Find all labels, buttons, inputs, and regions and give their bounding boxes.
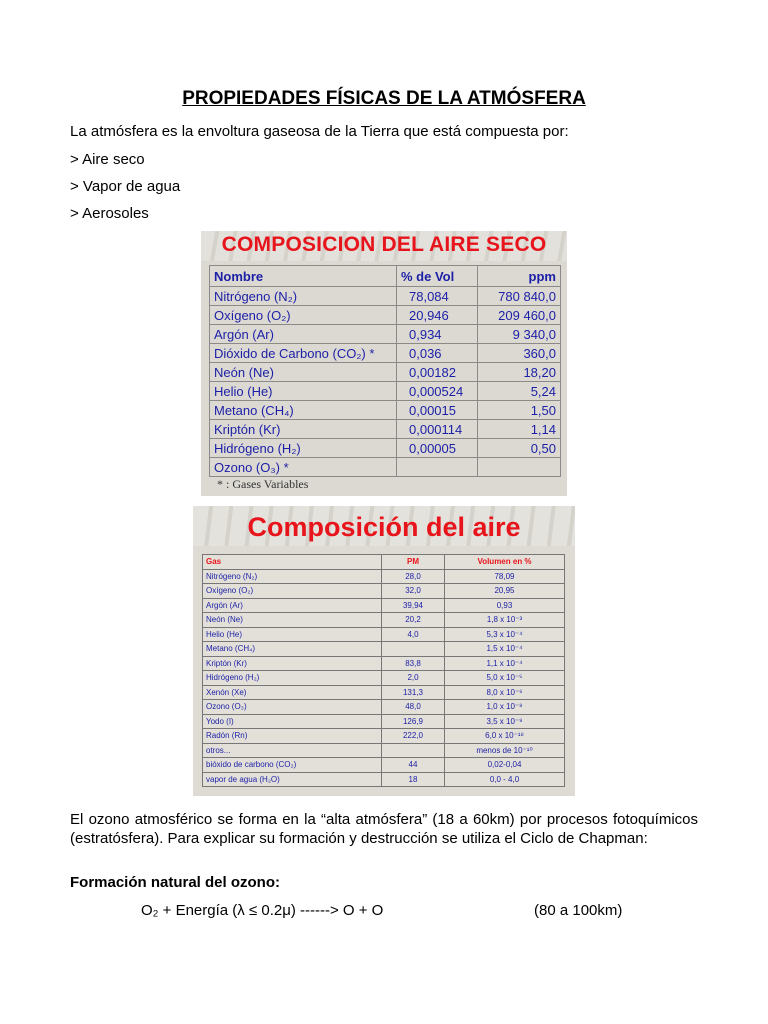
cell: 3,5 x 10⁻⁹ [445,714,565,729]
cell: Hidrógeno (H₂) [203,671,382,686]
table-header-row [203,555,565,570]
cell: 39,94 [382,598,445,613]
cell: Radón (Rn) [203,729,382,744]
cell: bióxido de carbono (CO₂) [203,758,382,773]
table-row [203,700,565,715]
cell: 1,8 x 10⁻³ [445,613,565,628]
table-row [210,344,561,363]
table-row [210,363,561,382]
cell: Xenón (Xe) [203,685,382,700]
table-row [203,569,565,584]
cell: Argón (Ar) [203,598,382,613]
cell: Neón (Ne) [210,363,397,382]
dry-air-composition-image [201,231,567,496]
cell: Argón (Ar) [210,325,397,344]
cell: 83,8 [382,656,445,671]
ozone-formation-reaction: O₂ + Energía (λ ≤ 0.2μ) ------> O + O [141,902,384,919]
cell: 5,3 x 10⁻⁴ [445,627,565,642]
cell: 32,0 [382,584,445,599]
air-composition-image [193,506,575,796]
cell: 20,95 [445,584,565,599]
cell: 1,14 [478,420,561,439]
cell: 0,000524 [397,382,478,401]
cell: 0,00005 [397,439,478,458]
table-row [210,458,561,477]
cell: 4,0 [382,627,445,642]
cell: 2,0 [382,671,445,686]
cell: Ozono (O₃) [203,700,382,715]
cell: 1,50 [478,401,561,420]
component-item: > Vapor de agua [70,178,181,195]
cell: 780 840,0 [478,287,561,306]
component-item: > Aerosoles [70,205,149,222]
table-row [203,772,565,787]
table-row [203,656,565,671]
cell: 78,09 [445,569,565,584]
dry-air-table [209,265,561,477]
cell: 5,24 [478,382,561,401]
intro-text: La atmósfera es la envoltura gaseosa de la Tierra que está compuesta por: [70,123,569,140]
cell: Dióxido de Carbono (CO₂) * [210,344,397,363]
table-row [210,420,561,439]
cell: Ozono (O₃) * [210,458,397,477]
cell: 360,0 [478,344,561,363]
cell: Nitrógeno (N₂) [210,287,397,306]
cell: 1,0 x 10⁻⁸ [445,700,565,715]
table-row [203,627,565,642]
cell: 209 460,0 [478,306,561,325]
cell: 222,0 [382,729,445,744]
header-cell: % de Vol [397,266,478,287]
cell: Kriptón (Kr) [210,420,397,439]
cell [382,743,445,758]
header-cell: ppm [478,266,561,287]
cell: Nitrógeno (N₂) [203,569,382,584]
header-cell: Gas [203,555,382,570]
cell: vapor de agua (H₂O) [203,772,382,787]
cell: Helio (He) [203,627,382,642]
cell: menos de 10⁻¹⁰ [445,743,565,758]
air-composition-table [202,554,565,787]
header-cell: PM [382,555,445,570]
cell: 0,036 [397,344,478,363]
cell: 1,1 x 10⁻⁴ [445,656,565,671]
table-row [210,401,561,420]
cell [478,458,561,477]
cell: 8,0 x 10⁻⁶ [445,685,565,700]
cell: Helio (He) [210,382,397,401]
reaction-altitude: (80 a 100km) [534,902,623,919]
table-row [203,685,565,700]
cell: 48,0 [382,700,445,715]
cell: Kriptón (Kr) [203,656,382,671]
cell: Metano (CH₄) [203,642,382,657]
table-row [210,306,561,325]
cell: 0,93 [445,598,565,613]
table2-heading: Composición del aire [247,512,521,542]
cell: 5,0 x 10⁻⁵ [445,671,565,686]
page-title: PROPIEDADES FÍSICAS DE LA ATMÓSFERA [182,88,586,109]
cell [397,458,478,477]
cell: Hidrógeno (H₂) [210,439,397,458]
table-row [210,325,561,344]
table-row [203,729,565,744]
cell: 9 340,0 [478,325,561,344]
table-row [203,613,565,628]
cell: 131,3 [382,685,445,700]
cell: 0,02-0,04 [445,758,565,773]
table-row [210,382,561,401]
table-row [203,758,565,773]
cell: 0,50 [478,439,561,458]
cell: Neón (Ne) [203,613,382,628]
cell: 78,084 [397,287,478,306]
cell: Oxígeno (O₂) [203,584,382,599]
table-row [203,598,565,613]
cell: 0,000114 [397,420,478,439]
cell: Metano (CH₄) [210,401,397,420]
cell: 44 [382,758,445,773]
header-cell: Nombre [210,266,397,287]
cell: 18 [382,772,445,787]
table1-heading: COMPOSICION DEL AIRE SECO [221,233,547,256]
table-header-row [210,266,561,287]
cell: 1,5 x 10⁻⁴ [445,642,565,657]
cell: 20,946 [397,306,478,325]
cell: 0,00015 [397,401,478,420]
section-heading: Formación natural del ozono: [70,874,281,891]
table-row [210,439,561,458]
cell [382,642,445,657]
component-item: > Aire seco [70,151,145,168]
cell: 6,0 x 10⁻¹⁸ [445,729,565,744]
cell: 0,0 - 4,0 [445,772,565,787]
table-row [203,714,565,729]
cell: otros... [203,743,382,758]
cell: Oxígeno (O₂) [210,306,397,325]
cell: 0,934 [397,325,478,344]
cell: 28,0 [382,569,445,584]
cell: 0,00182 [397,363,478,382]
header-cell: Volumen en % [445,555,565,570]
table-row [203,743,565,758]
cell: 18,20 [478,363,561,382]
cell: 126,9 [382,714,445,729]
table-row [203,584,565,599]
cell: Yodo (I) [203,714,382,729]
cell: 20,2 [382,613,445,628]
table-row [203,642,565,657]
table1-footnote: * : Gases Variables [217,477,309,491]
table-row [203,671,565,686]
ozone-paragraph: El ozono atmosférico se forma en la “alta atmósfera” (18 a 60km) por procesos fotoquímicos (estratósfera). Para explicar su formación y destrucción se utiliza el Ciclo de Chapman: [70,811,698,847]
table-row [210,287,561,306]
